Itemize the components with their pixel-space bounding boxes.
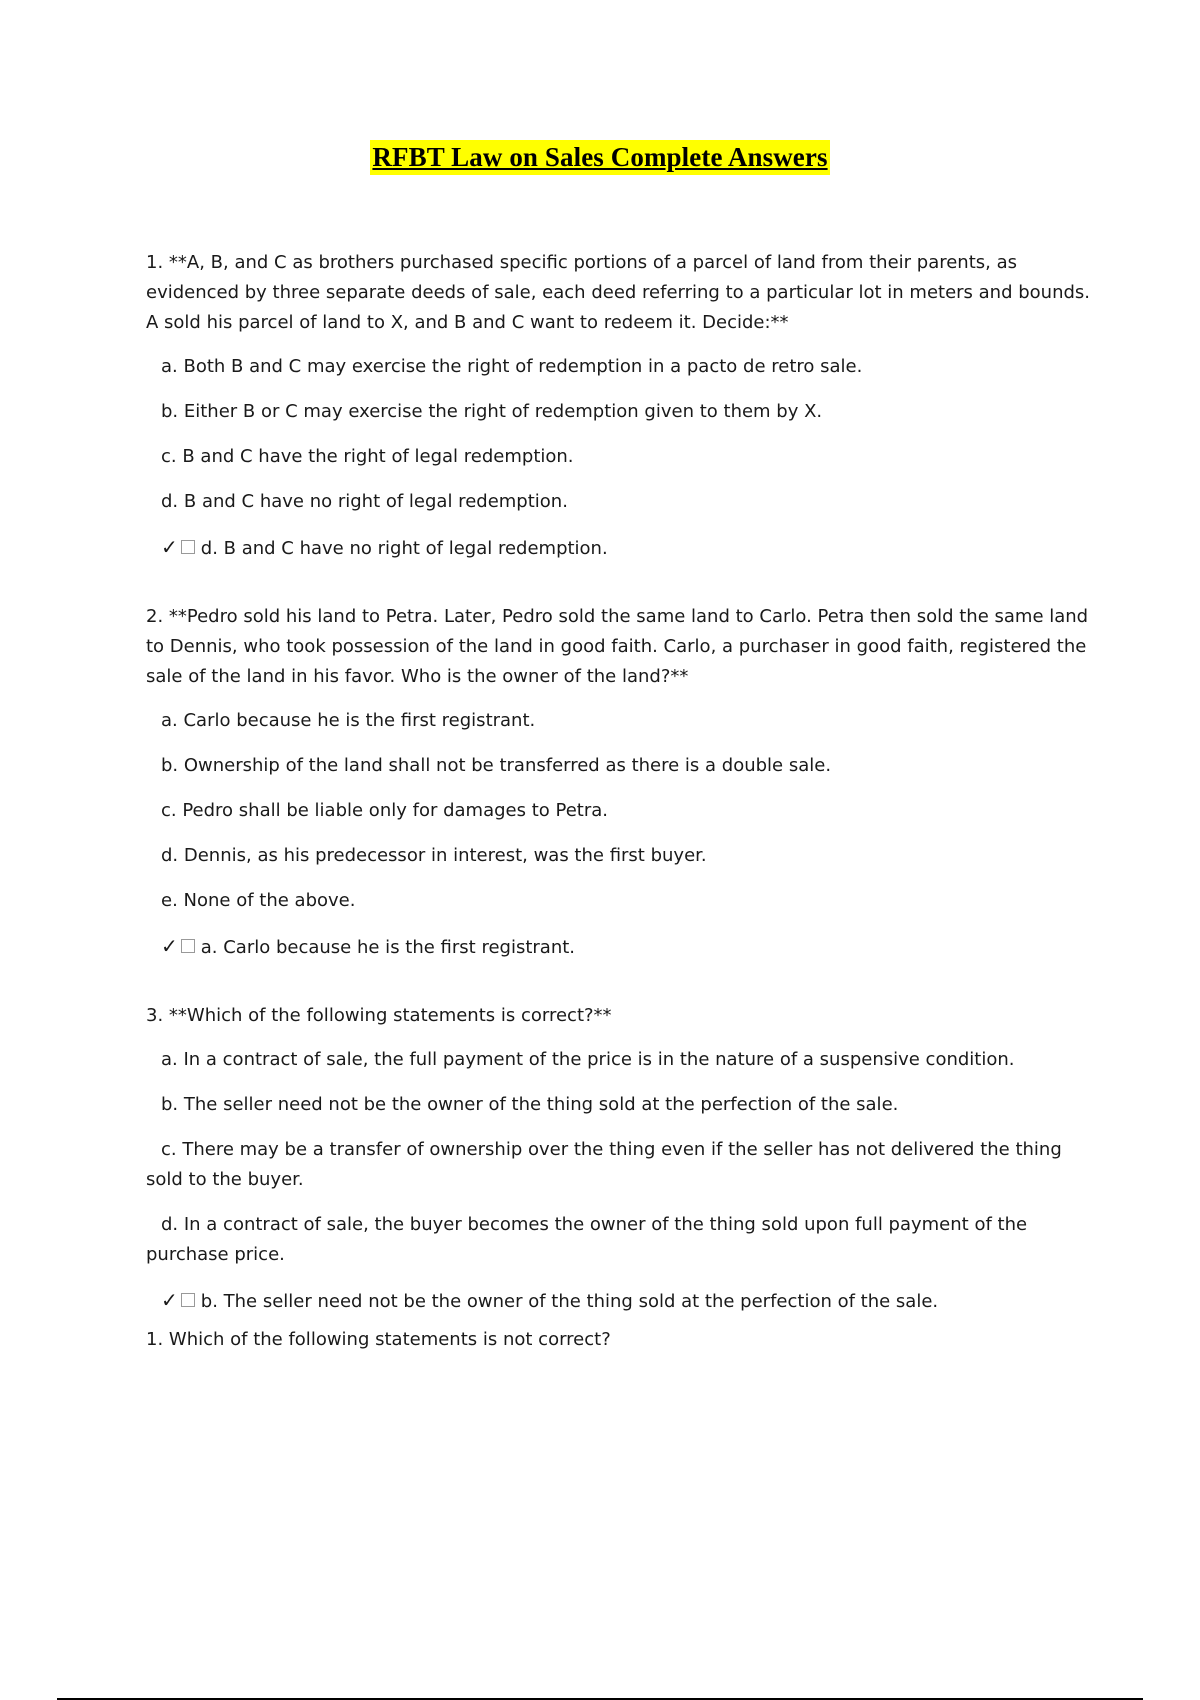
answer-text: a. Carlo because he is the first registrant. [200, 937, 576, 958]
check-icon: ✓ [161, 535, 178, 559]
checkbox-icon [181, 1293, 195, 1307]
correct-answer [146, 931, 1096, 963]
option-c: c. There may be a transfer of ownership over the thing even if the seller has not delivered the thing sold to the buyer. [146, 1139, 1062, 1190]
title-container [0, 140, 1200, 175]
correct-answer [146, 1285, 1096, 1317]
option-b: b. Ownership of the land shall not be transferred as there is a double sale. [161, 755, 832, 776]
question-1 [146, 248, 1096, 564]
answer-text: b. The seller need not be the owner of the thing sold at the perfection of the sale. [200, 1291, 939, 1312]
option-c: c. Pedro shall be liable only for damages to Petra. [161, 800, 608, 821]
option-d: d. B and C have no right of legal redemption. [161, 491, 568, 512]
option-b: b. Either B or C may exercise the right of redemption given to them by X. [161, 401, 823, 422]
check-icon: ✓ [161, 934, 178, 958]
correct-answer [146, 532, 1096, 564]
option-b: b. The seller need not be the owner of the thing sold at the perfection of the sale. [161, 1094, 899, 1115]
option-a: a. In a contract of sale, the full payment of the price is in the nature of a suspensive condition. [161, 1049, 1015, 1070]
checkbox-icon [181, 540, 195, 554]
option-a: a. Both B and C may exercise the right of redemption in a pacto de retro sale. [161, 356, 863, 377]
option-d: d. In a contract of sale, the buyer becomes the owner of the thing sold upon full payment of the purchase price. [146, 1214, 1028, 1265]
option-e: e. None of the above. [161, 890, 356, 911]
option-c: c. B and C have the right of legal redemption. [161, 446, 574, 467]
document-title: RFBT Law on Sales Complete Answers [370, 140, 829, 175]
check-icon: ✓ [161, 1288, 178, 1312]
question-2 [146, 602, 1096, 963]
answer-text: d. B and C have no right of legal redemption. [200, 538, 608, 559]
question-3 [146, 1001, 1096, 1317]
question-stem: 1. **A, B, and C as brothers purchased specific portions of a parcel of land from their parents, as evidenced by three separate deeds of sale, each deed referring to a particular lot in meters and bounds. A sold his parcel of land to X, and B and C want to redeem it. Decide:** [146, 252, 1091, 333]
question-stem: 3. **Which of the following statements is correct?** [146, 1005, 612, 1026]
checkbox-icon [181, 939, 195, 953]
question-stem: 2. **Pedro sold his land to Petra. Later, Pedro sold the same land to Carlo. Petra then sold the same land to Dennis, who took possession of the land in good faith. Carlo, a purchaser in good faith, registered the sale of the land in his favor. Who is the owner of the land?** [146, 606, 1089, 687]
document-body [146, 248, 1096, 1369]
trailing-question: 1. Which of the following statements is not correct? [146, 1329, 611, 1350]
option-a: a. Carlo because he is the first registrant. [161, 710, 536, 731]
option-d: d. Dennis, as his predecessor in interest, was the first buyer. [161, 845, 707, 866]
